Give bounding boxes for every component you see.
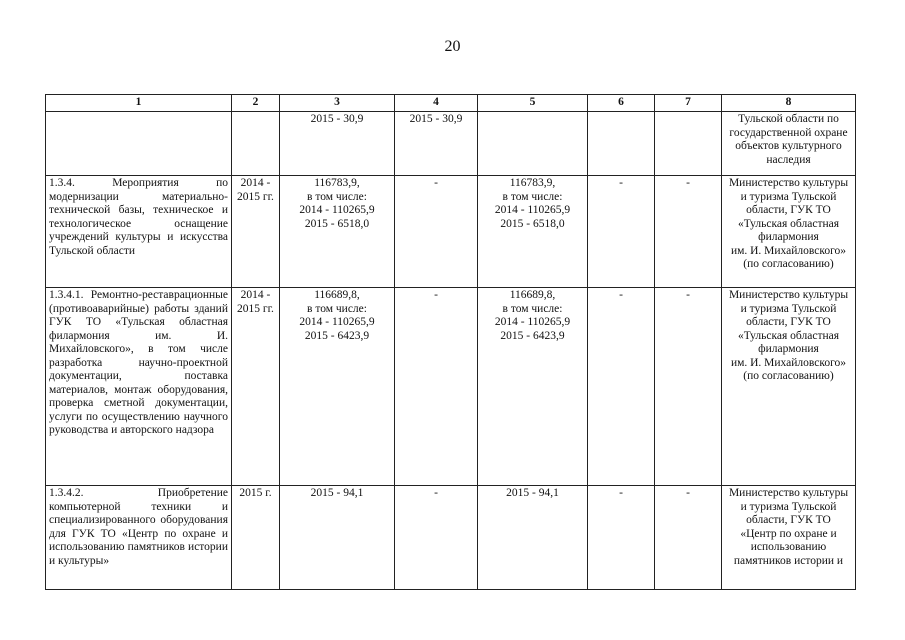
funding-line: 2014 - 110265,9 bbox=[299, 316, 375, 328]
executor-line: области, ГУК ТО bbox=[746, 514, 831, 526]
funding-line: 2015 - 6518,0 bbox=[304, 217, 370, 230]
executor-line: им. И. Михайловского» bbox=[730, 244, 847, 257]
funding-line: в том числе: bbox=[502, 190, 563, 203]
executor-line: филармония bbox=[758, 231, 819, 243]
header-col-7: 7 bbox=[655, 95, 722, 112]
responsible-executor-cell bbox=[722, 486, 856, 590]
executor-line: Тульской области по bbox=[738, 113, 839, 125]
header-col-4: 4 bbox=[395, 95, 478, 112]
executor-line: области, ГУК ТО bbox=[746, 204, 831, 216]
total-funding-cell bbox=[280, 176, 395, 288]
executor-line: «Центр по охране и bbox=[740, 527, 837, 540]
other-funding-cell: - bbox=[655, 288, 722, 486]
funding-line: в том числе: bbox=[502, 302, 563, 315]
table-header-row bbox=[46, 95, 856, 112]
executor-line: памятников истории и bbox=[733, 554, 844, 567]
period-cell: 2014 - 2015 гг. bbox=[232, 288, 280, 486]
activity-name-cell: 1.3.4.2. Приобретение компьютерной техники и специализированного оборудования для ГУК ТО «Центр по охране и использованию памятников истории и культуры» bbox=[46, 486, 232, 590]
municipal-funding-cell: - bbox=[588, 288, 655, 486]
regional-funding-cell bbox=[478, 176, 588, 288]
header-col-6: 6 bbox=[588, 95, 655, 112]
activity-name-cell: 1.3.4.1. Ремонтно-реставрационные (противоаварийные) работы зданий ГУК ТО «Тульская областная филармония им. И. Михайловского», в том числе разработка научно-проектной документации, поставка материалов, монтаж оборудования, проверка сметной документации, услуги по осуществлению научного руководства и авторского надзора bbox=[46, 288, 232, 486]
funding-line: 2015 - 6423,9 bbox=[304, 329, 370, 342]
table-row bbox=[46, 288, 856, 486]
regional-funding-cell bbox=[478, 486, 588, 590]
funding-line: 2014 - 110265,9 bbox=[494, 204, 571, 216]
total-funding-cell bbox=[280, 112, 395, 176]
funding-line: 116783,9, bbox=[314, 177, 360, 189]
funding-line: 2014 - 110265,9 bbox=[299, 204, 375, 216]
executor-line: наследия bbox=[766, 153, 811, 166]
executor-line: Министерство культуры bbox=[728, 177, 849, 189]
federal-funding-cell: 2015 - 30,9 bbox=[395, 112, 478, 176]
responsible-executor-cell bbox=[722, 176, 856, 288]
funding-line: 116783,9, bbox=[509, 177, 556, 189]
funding-line: 2015 - 94,1 bbox=[506, 487, 559, 499]
total-funding-cell bbox=[280, 288, 395, 486]
funding-line: 2014 - 110265,9 bbox=[494, 316, 571, 328]
total-funding-cell bbox=[280, 486, 395, 590]
executor-line: и туризма Тульской bbox=[740, 190, 837, 203]
table-row bbox=[46, 486, 856, 590]
period-cell bbox=[232, 112, 280, 176]
executor-line: области, ГУК ТО bbox=[746, 316, 831, 328]
other-funding-cell: - bbox=[655, 486, 722, 590]
period-cell: 2015 г. bbox=[232, 486, 280, 590]
federal-funding-cell: - bbox=[395, 288, 478, 486]
funding-line: 2015 - 6518,0 bbox=[500, 217, 565, 230]
header-col-3: 3 bbox=[280, 95, 395, 112]
executor-line: «Тульская областная bbox=[737, 329, 840, 342]
funding-line: 116689,8, bbox=[314, 289, 360, 301]
responsible-executor-cell bbox=[722, 112, 856, 176]
executor-line: (по согласованию) bbox=[743, 258, 834, 270]
executor-line: им. И. Михайловского» bbox=[730, 356, 847, 369]
municipal-funding-cell: - bbox=[588, 486, 655, 590]
funding-line: в том числе: bbox=[307, 302, 367, 315]
activity-name-cell: 1.3.4. Мероприятия по модернизации материально-технической базы, техническое и технологическое оснащение учреждений культуры и искусства Тульской области bbox=[46, 176, 232, 288]
executor-line: филармония bbox=[758, 343, 819, 355]
executor-line: «Тульская областная bbox=[737, 217, 840, 230]
header-col-8: 8 bbox=[722, 95, 856, 112]
activity-name-cell bbox=[46, 112, 232, 176]
municipal-funding-cell bbox=[588, 112, 655, 176]
federal-funding-cell: - bbox=[395, 486, 478, 590]
page-number: 20 bbox=[444, 38, 461, 55]
period-cell: 2014 - 2015 гг. bbox=[232, 176, 280, 288]
executor-line: государственной охране bbox=[729, 126, 848, 139]
executor-line: Министерство культуры bbox=[728, 487, 849, 499]
regional-funding-cell bbox=[478, 112, 588, 176]
table-row bbox=[46, 112, 856, 176]
responsible-executor-cell bbox=[722, 288, 856, 486]
municipal-funding-cell: - bbox=[588, 176, 655, 288]
other-funding-cell bbox=[655, 112, 722, 176]
header-col-5: 5 bbox=[478, 95, 588, 112]
executor-line: и туризма Тульской bbox=[740, 500, 837, 513]
funding-line: 2015 - 6423,9 bbox=[500, 329, 565, 342]
table-row bbox=[46, 176, 856, 288]
program-table bbox=[45, 94, 856, 590]
executor-line: объектов культурного bbox=[735, 140, 842, 152]
executor-line: (по согласованию) bbox=[743, 370, 834, 382]
other-funding-cell: - bbox=[655, 176, 722, 288]
header-col-1: 1 bbox=[46, 95, 232, 112]
executor-line: Министерство культуры bbox=[728, 289, 849, 301]
funding-line: 2015 - 30,9 bbox=[310, 113, 364, 125]
funding-line: 116689,8, bbox=[509, 289, 556, 301]
header-col-2: 2 bbox=[232, 95, 280, 112]
funding-line: в том числе: bbox=[307, 190, 367, 203]
funding-line: 2015 - 94,1 bbox=[310, 487, 364, 499]
federal-funding-cell: - bbox=[395, 176, 478, 288]
executor-line: и туризма Тульской bbox=[740, 302, 837, 315]
executor-line: использованию bbox=[750, 541, 827, 553]
regional-funding-cell bbox=[478, 288, 588, 486]
